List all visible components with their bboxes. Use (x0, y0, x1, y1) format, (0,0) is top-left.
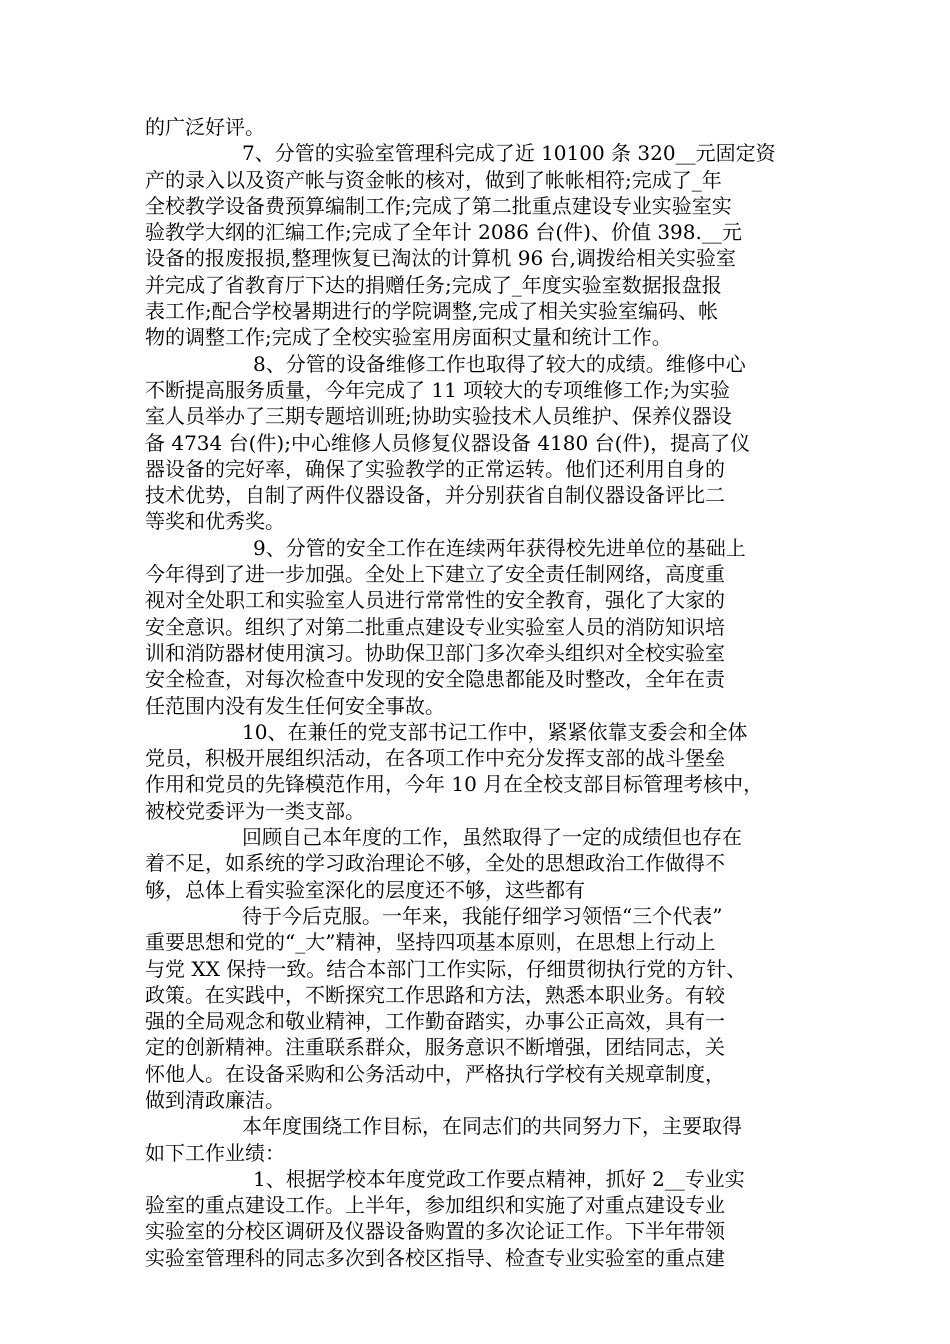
text-line: 等奖和优秀奖。 (145, 509, 285, 534)
text-line: 1、根据学校本年度党政工作要点精神，抓好 2__专业实 (253, 1166, 745, 1191)
text-line: 10、在兼任的党支部书记工作中，紧紧依靠支委会和全体 (242, 719, 748, 744)
text-line: 本年度围绕工作目标，在同志们的共同努力下，主要取得 (242, 1114, 742, 1139)
text-line: 备 4734 台(件);中心维修人员修复仪器设备 4180 台(件)，提高了仪 (145, 430, 751, 455)
text-line: 任范围内没有发生任何安全事故。 (145, 693, 445, 718)
text-line: 视对全处职工和实验室人员进行常常性的安全教育，强化了大家的 (145, 588, 725, 613)
text-line: 物的调整工作;完成了全校实验室用房面积丈量和统计工作。 (145, 325, 672, 350)
text-line: 表工作;配合学校暑期进行的学院调整,完成了相关实验室编码、帐 (145, 299, 719, 324)
text-line: 8、分管的设备维修工作也取得了较大的成绩。维修中心 (253, 351, 746, 376)
text-line: 安全意识。组织了对第二批重点建设专业实验室人员的消防知识培 (145, 614, 725, 639)
text-line: 回顾自己本年度的工作，虽然取得了一定的成绩但也存在 (242, 825, 742, 850)
text-line: 训和消防器材使用演习。协助保卫部门多次牵头组织对全校实验室 (145, 640, 725, 665)
text-line: 着不足，如系统的学习政治理论不够，全处的思想政治工作做得不 (145, 851, 725, 876)
text-line: 实验室管理科的同志多次到各校区指导、检查专业实验室的重点建 (145, 1245, 725, 1270)
text-line: 器设备的完好率，确保了实验教学的正常运转。他们还利用自身的 (145, 456, 725, 481)
text-line: 作用和党员的先锋模范作用，今年 10 月在全校支部目标管理考核中， (145, 772, 764, 797)
text-line: 的广泛好评。 (145, 115, 265, 139)
text-line: 7、分管的实验室管理科完成了近 10100 条 320__元固定资 (242, 141, 776, 166)
document-body (145, 114, 815, 1271)
text-line: 实验室的分校区调研及仪器设备购置的多次论证工作。下半年带领 (145, 1219, 725, 1244)
text-line: 不断提高服务质量，今年完成了 11 项较大的专项维修工作;为实验 (145, 377, 730, 402)
text-line: 安全检查，对每次检查中发现的安全隐患都能及时整改，全年在责 (145, 667, 725, 692)
text-line: 强的全局观念和敬业精神，工作勤奋踏实，办事公正高效，具有一 (145, 1009, 725, 1034)
text-line: 政策。在实践中，不断探究工作思路和方法，熟悉本职业务。有较 (145, 982, 725, 1007)
text-line: 定的创新精神。注重联系群众，服务意识不断增强，团结同志，关 (145, 1035, 725, 1060)
text-line: 设备的报废报损,整理恢复已淘汰的计算机 96 台,调拨给相关实验室 (145, 246, 736, 271)
text-line: 待于今后克服。一年来，我能仔细学习领悟“三个代表” (242, 903, 723, 928)
text-line: 做到清政廉洁。 (145, 1087, 285, 1112)
text-line: 室人员举办了三期专题培训班;协助实验技术人员维护、保养仪器设 (145, 404, 732, 429)
text-line: 如下工作业绩： (145, 1140, 285, 1165)
text-line: 验室的重点建设工作。上半年，参加组织和实施了对重点建设专业 (145, 1193, 725, 1218)
text-line: 全校教学设备费预算编制工作;完成了第二批重点建设专业实验室实 (145, 193, 732, 218)
text-line: 验教学大纲的汇编工作;完成了全年计 2086 台(件)、价值 398.__元 (145, 220, 742, 245)
text-line: 并完成了省教育厅下达的捐赠任务;完成了_年度实验室数据报盘报 (145, 272, 722, 297)
text-line: 9、分管的安全工作在连续两年获得校先进单位的基础上 (253, 535, 746, 560)
text-line: 够，总体上看实验室深化的层度还不够，这些都有 (145, 877, 585, 902)
text-line: 重要思想和党的“_大”精神，坚持四项基本原则，在思想上行动上 (145, 930, 716, 955)
text-line: 技术优势，自制了两件仪器设备，并分别获省自制仪器设备评比二 (145, 483, 725, 508)
text-line: 产的录入以及资产帐与资金帐的核对，做到了帐帐相符;完成了_年 (145, 167, 722, 192)
text-line: 怀他人。在设备采购和公务活动中，严格执行学校有关规章制度， (145, 1061, 725, 1086)
text-line: 党员，积极开展组织活动，在各项工作中充分发挥支部的战斗堡垒 (145, 746, 725, 771)
text-line: 与党 XX 保持一致。结合本部门工作实际，仔细贯彻执行党的方针、 (145, 956, 747, 981)
text-line: 被校党委评为一类支部。 (145, 798, 365, 823)
text-line: 今年得到了进一步加强。全处上下建立了安全责任制网络，高度重 (145, 562, 725, 587)
